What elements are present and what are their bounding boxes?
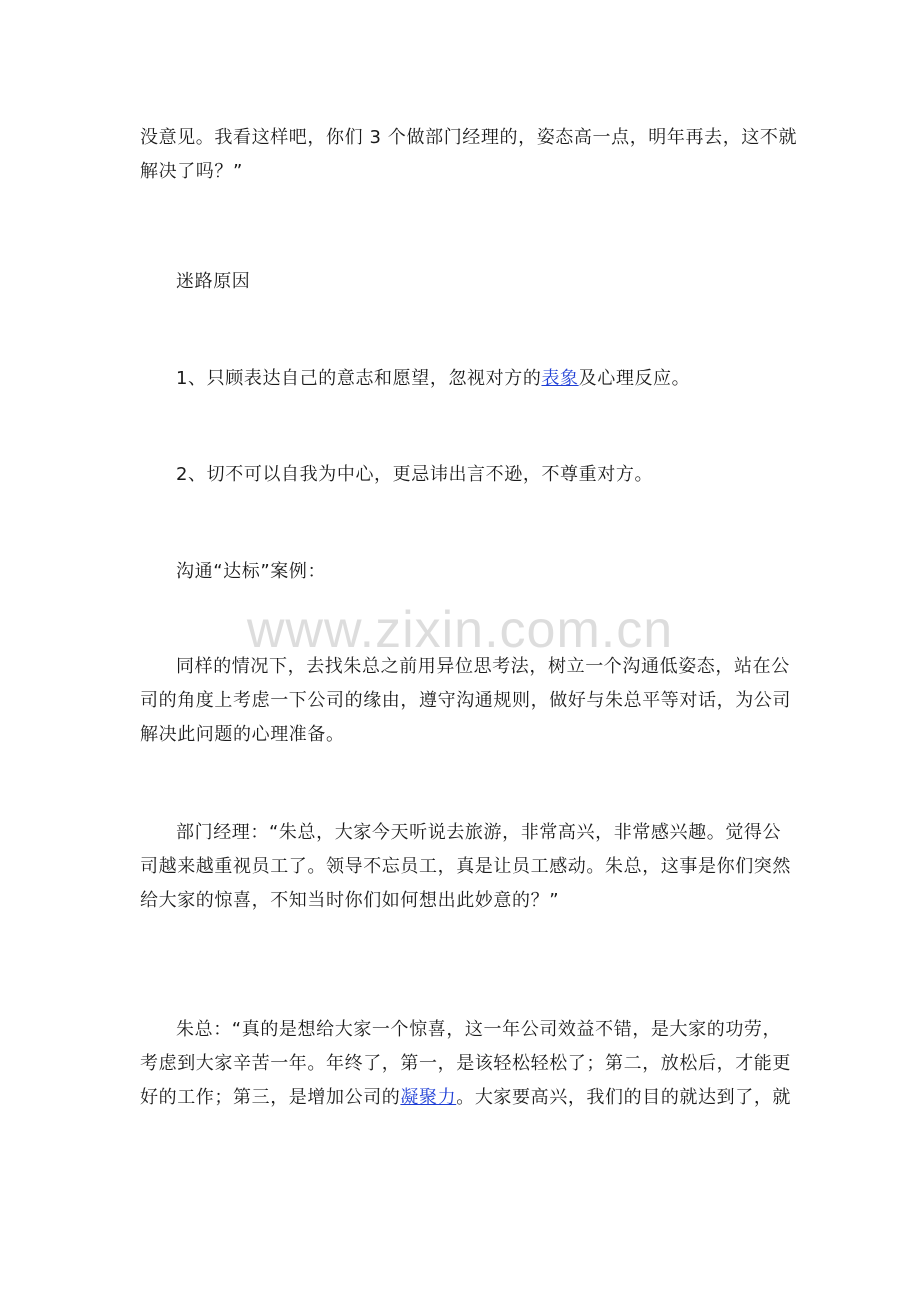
paragraph-boss-quote xyxy=(140,1013,792,1115)
list-item-1 xyxy=(140,362,786,396)
list-item-2 xyxy=(140,458,786,492)
section-heading-reasons xyxy=(140,265,786,299)
text-line: 。大家要高兴，我们的目的就达到了，就 xyxy=(456,1087,792,1108)
text-line: 朱总：“真的是想给大家一个惊喜，这一年公司效益不错，是大家的功劳， xyxy=(176,1019,782,1040)
link-biaoxiang[interactable]: 表象 xyxy=(541,368,579,389)
list-item-text: 1、只顾表达自己的意志和愿望，忽视对方的 xyxy=(176,368,542,389)
list-item-text: 2、切不可以自我为中心，更忌讳出言不逊，不尊重对方。 xyxy=(176,464,654,485)
text-line: 同样的情况下，去找朱总之前用异位思考法，树立一个沟通低姿态，站在公 xyxy=(176,656,790,677)
text-line: 部门经理：“朱总，大家今天听说去旅游，非常高兴，非常感兴趣。觉得公 xyxy=(176,822,782,843)
text-line: 解决此问题的心理准备。 xyxy=(140,724,345,745)
text-line: 司越来越重视员工了。领导不忘员工，真是让员工感动。朱总，这事是你们突然 xyxy=(140,856,791,877)
text-line: 没意见。我看这样吧，你们 3 个做部门经理的，姿态高一点，明年再去，这不就 xyxy=(140,127,798,148)
text-line: 解决了吗？” xyxy=(140,161,243,182)
text-line: 司的角度上考虑一下公司的缘由，遵守沟通规则，做好与朱总平等对话，为公司 xyxy=(140,690,791,711)
watermark-text: www.zixin.com.cn xyxy=(246,601,674,659)
list-item-text: 及心理反应。 xyxy=(578,368,691,389)
heading-text: 沟通“达标”案例： xyxy=(176,561,327,582)
link-ningjuli[interactable]: 凝聚力 xyxy=(400,1087,457,1108)
paragraph-continuation xyxy=(140,121,798,189)
text-line: 考虑到大家辛苦一年。年终了，第一，是该轻松轻松了；第二，放松后，才能更 xyxy=(140,1053,791,1074)
paragraph-manager-quote xyxy=(140,816,791,918)
section-heading-case xyxy=(140,555,786,589)
text-line: 好的工作；第三，是增加公司的 xyxy=(140,1087,401,1108)
heading-text: 迷路原因 xyxy=(176,271,251,292)
paragraph-approach xyxy=(140,650,791,752)
text-line: 给大家的惊喜，不知当时你们如何想出此妙意的？” xyxy=(140,890,560,911)
